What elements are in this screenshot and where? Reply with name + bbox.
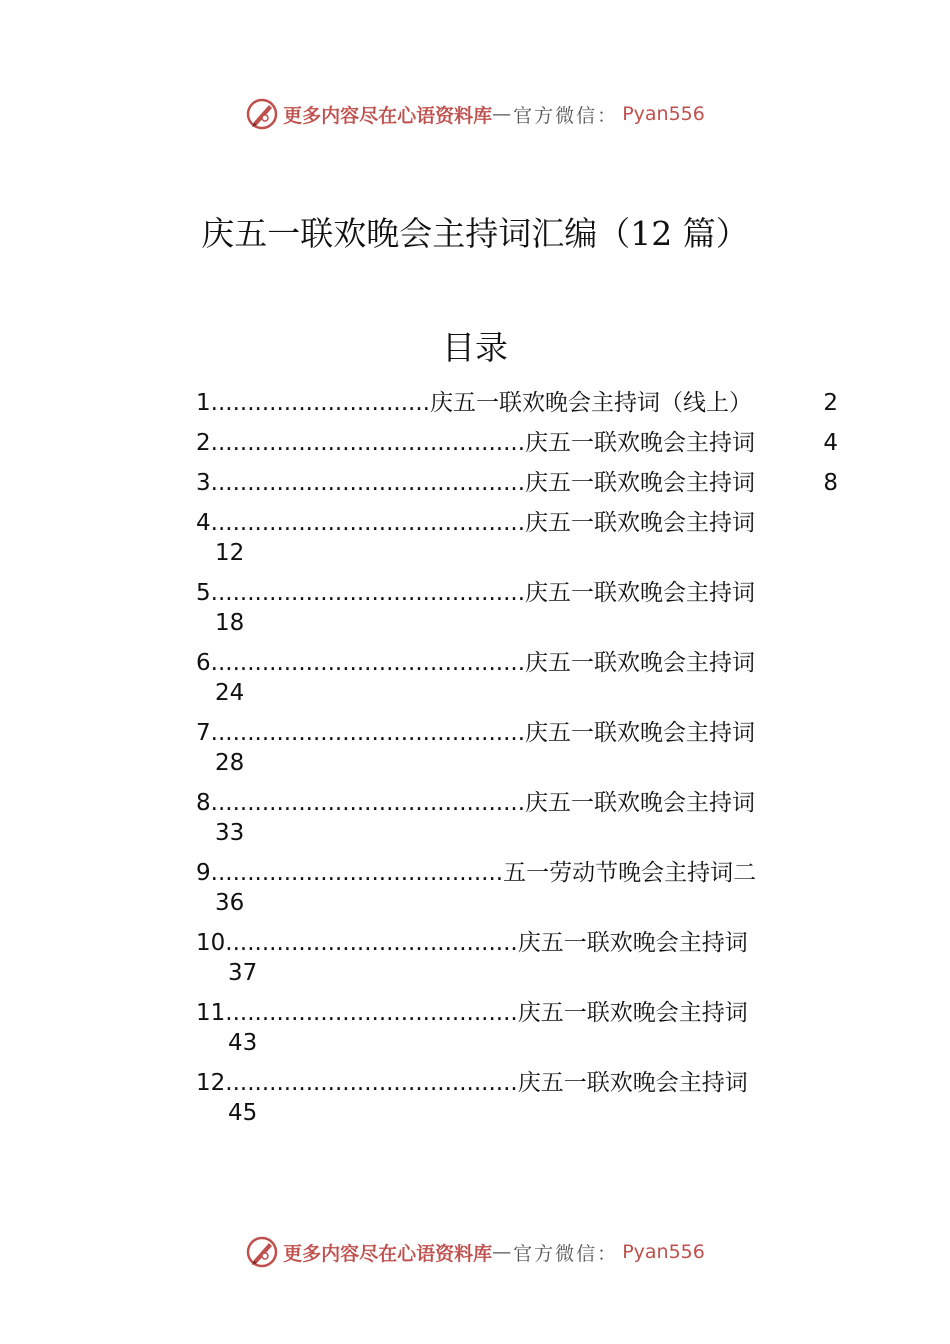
- toc-heading: 目录: [442, 328, 508, 367]
- toc-entry-label: 庆五一联欢晚会主持词: [525, 470, 756, 496]
- banner-dash: —: [492, 103, 514, 125]
- toc-entry-number: 5: [196, 580, 211, 606]
- banner-text: 更多内容尽在心语资料库: [283, 104, 493, 127]
- toc-entry-leader: ........................................: [225, 930, 518, 956]
- toc-entry-label: 庆五一联欢晚会主持词（线上）: [429, 390, 752, 416]
- toc-entry-leader: ...........................................: [210, 430, 526, 456]
- toc-entry-label: 庆五一联欢晚会主持词: [517, 1000, 748, 1026]
- toc-entry[interactable]: [196, 578, 846, 638]
- banner-text: 更多内容尽在心语资料库: [283, 1242, 493, 1265]
- toc-entry-page: 45: [228, 1100, 258, 1126]
- toc-entry-page: 24: [215, 680, 245, 706]
- toc-entry-label: 庆五一联欢晚会主持词: [525, 720, 756, 746]
- toc-entry-number: 8: [196, 790, 211, 816]
- toc-entry-page: 37: [228, 960, 258, 986]
- toc-entry-number: 4: [196, 510, 211, 536]
- toc-entry-page: 2: [823, 390, 838, 416]
- toc-entry[interactable]: [196, 998, 846, 1058]
- toc-entry-label: 庆五一联欢晚会主持词: [525, 650, 756, 676]
- toc-entry[interactable]: [196, 1068, 846, 1128]
- toc-entry-page: 18: [215, 610, 245, 636]
- toc-entry-leader: ...........................................: [210, 580, 526, 606]
- toc-entry-number: 11: [196, 1000, 226, 1026]
- toc-entry-number: 12: [196, 1070, 226, 1096]
- toc-entry-leader: ........................................: [225, 1070, 518, 1096]
- toc-entry-number: 1: [196, 390, 211, 416]
- pen-logo-icon: [245, 1235, 279, 1269]
- banner-wechat-id: Pyan556: [622, 1241, 705, 1263]
- toc-entry-label: 五一劳动节晚会主持词二: [503, 860, 757, 886]
- toc-entry-page: 33: [215, 820, 245, 846]
- table-of-contents: [196, 388, 846, 1138]
- toc-entry-number: 9: [196, 860, 211, 886]
- toc-entry-leader: ...........................................: [210, 470, 526, 496]
- toc-entry[interactable]: [196, 718, 846, 778]
- toc-entry-page: 43: [228, 1030, 258, 1056]
- toc-entry[interactable]: [196, 648, 846, 708]
- banner-wechat-id: Pyan556: [622, 103, 705, 125]
- toc-entry[interactable]: [196, 388, 846, 418]
- toc-entry-page: 4: [823, 430, 838, 456]
- toc-entry-leader: ........................................: [210, 860, 504, 886]
- toc-entry-label: 庆五一联欢晚会主持词: [517, 930, 748, 956]
- footer-banner: [0, 1232, 950, 1272]
- toc-entry[interactable]: [196, 428, 846, 458]
- toc-entry-page: 36: [215, 890, 245, 916]
- toc-entry-number: 3: [196, 470, 211, 496]
- toc-entry-leader: ...........................................: [210, 720, 526, 746]
- document-title: 庆五一联欢晚会主持词汇编（12 篇）: [201, 214, 749, 253]
- banner-dash: —: [492, 1241, 514, 1263]
- banner-official: 官方微信：: [513, 1242, 619, 1265]
- toc-entry[interactable]: [196, 468, 846, 498]
- toc-entry-leader: ...........................................: [210, 650, 526, 676]
- pen-logo-icon: [245, 97, 279, 131]
- toc-entry-leader: ...........................................: [210, 510, 526, 536]
- toc-entry-leader: ........................................: [225, 1000, 518, 1026]
- toc-entry-label: 庆五一联欢晚会主持词: [525, 790, 756, 816]
- toc-entry-number: 2: [196, 430, 211, 456]
- toc-entry-page: 12: [215, 540, 245, 566]
- header-banner: [0, 94, 950, 134]
- toc-entry-label: 庆五一联欢晚会主持词: [525, 510, 756, 536]
- toc-entry-label: 庆五一联欢晚会主持词: [517, 1070, 748, 1096]
- toc-entry-number: 6: [196, 650, 211, 676]
- banner-official: 官方微信：: [513, 104, 619, 127]
- toc-entry-number: 10: [196, 930, 226, 956]
- toc-entry-label: 庆五一联欢晚会主持词: [525, 580, 756, 606]
- toc-entry-page: 28: [215, 750, 245, 776]
- toc-entry-leader: ..............................: [210, 390, 430, 416]
- toc-entry[interactable]: [196, 928, 846, 988]
- toc-entry[interactable]: [196, 788, 846, 848]
- toc-entry-page: 8: [823, 470, 838, 496]
- toc-entry-leader: ...........................................: [210, 790, 526, 816]
- toc-entry-label: 庆五一联欢晚会主持词: [525, 430, 756, 456]
- toc-entry[interactable]: [196, 858, 846, 918]
- toc-entry[interactable]: [196, 508, 846, 568]
- toc-entry-number: 7: [196, 720, 211, 746]
